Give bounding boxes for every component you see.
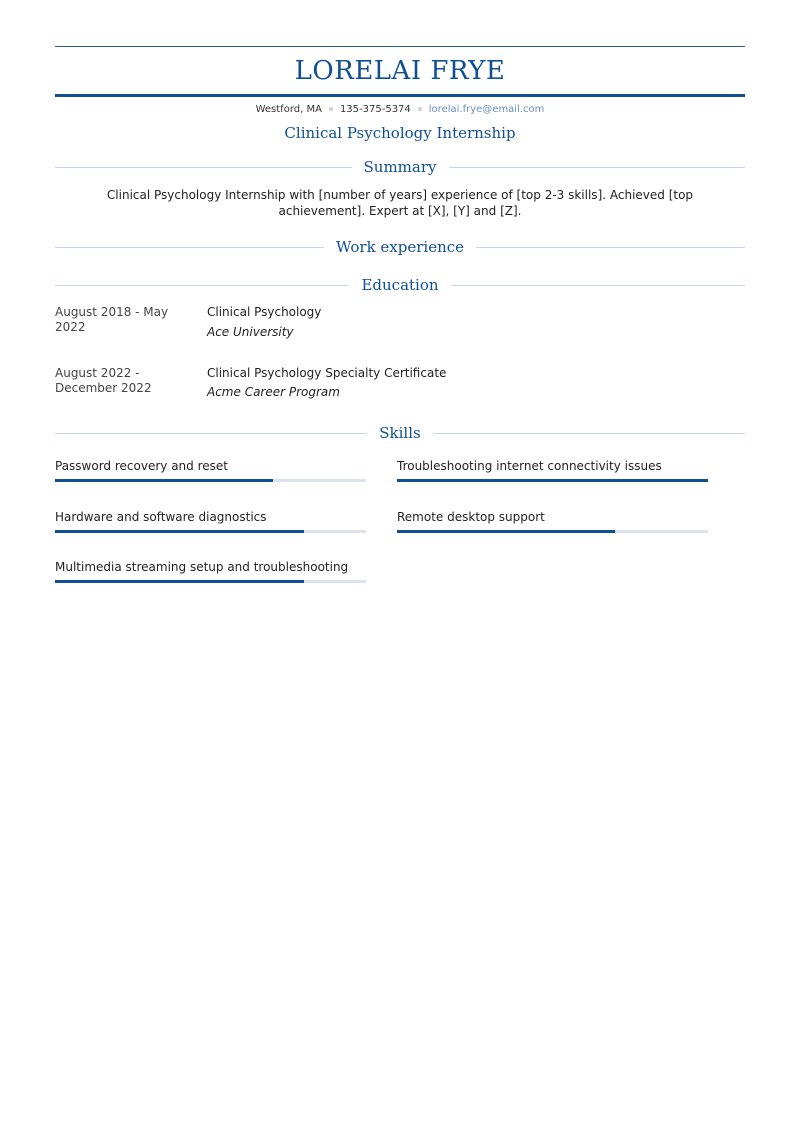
summary-title: Summary [363, 158, 437, 176]
skill-item [397, 459, 708, 482]
section-rule-left [55, 167, 352, 168]
section-rule-right [451, 285, 745, 286]
skill-level-fill [397, 479, 708, 482]
section-rule-left [55, 247, 324, 248]
skill-level-fill [55, 479, 273, 482]
separator-dot-icon [418, 107, 422, 111]
skill-item [55, 459, 366, 482]
location-text: Westford, MA [255, 104, 322, 115]
contact-line [55, 104, 745, 115]
section-rule-right [433, 433, 745, 434]
education-school: Acme Career Program [207, 385, 340, 399]
section-rule-right [476, 247, 745, 248]
section-rule-right [449, 167, 746, 168]
work-section-header [55, 237, 745, 257]
skill-item [55, 510, 366, 533]
skill-level-fill [55, 580, 304, 583]
email-link[interactable]: lorelai.frye@email.com [428, 104, 545, 115]
education-school: Ace University [207, 325, 294, 339]
section-rule-left [55, 433, 367, 434]
skill-name: Troubleshooting internet connectivity issues [397, 459, 662, 473]
skill-level-bar [55, 479, 366, 482]
skills-section-header [55, 423, 745, 443]
skill-name: Hardware and software diagnostics [55, 510, 267, 524]
education-title: Education [361, 276, 439, 294]
skill-item [55, 560, 366, 583]
summary-section-header [55, 157, 745, 177]
education-date: August 2018 - May 2022 [55, 305, 169, 334]
skills-title: Skills [379, 424, 421, 442]
separator-dot-icon [329, 107, 333, 111]
skill-level-bar [397, 479, 708, 482]
education-section-header [55, 275, 745, 295]
work-title: Work experience [335, 238, 465, 256]
name-divider [55, 94, 745, 97]
skill-name: Multimedia streaming setup and troubleshooting [55, 560, 349, 574]
education-degree: Clinical Psychology [207, 305, 322, 319]
skill-level-bar [397, 530, 708, 533]
summary-text: Clinical Psychology Internship with [number of years] experience of [top 2-3 skills]. Achieved [top achievement]. Expert at [X], [Y] and [Z]. [106, 188, 694, 218]
skill-level-fill [55, 530, 304, 533]
skill-name: Password recovery and reset [55, 459, 228, 473]
skill-level-fill [397, 530, 615, 533]
skill-name: Remote desktop support [397, 510, 545, 524]
candidate-name: LORELAI FRYE [294, 56, 506, 86]
top-divider [55, 46, 745, 47]
skill-item [397, 510, 708, 533]
skill-level-bar [55, 580, 366, 583]
job-headline: Clinical Psychology Internship [284, 124, 516, 142]
education-degree: Clinical Psychology Specialty Certificate [207, 366, 447, 380]
education-date: August 2022 - December 2022 [55, 366, 152, 395]
skill-level-bar [55, 530, 366, 533]
phone-text: 135-375-5374 [339, 104, 411, 115]
section-rule-left [55, 285, 349, 286]
